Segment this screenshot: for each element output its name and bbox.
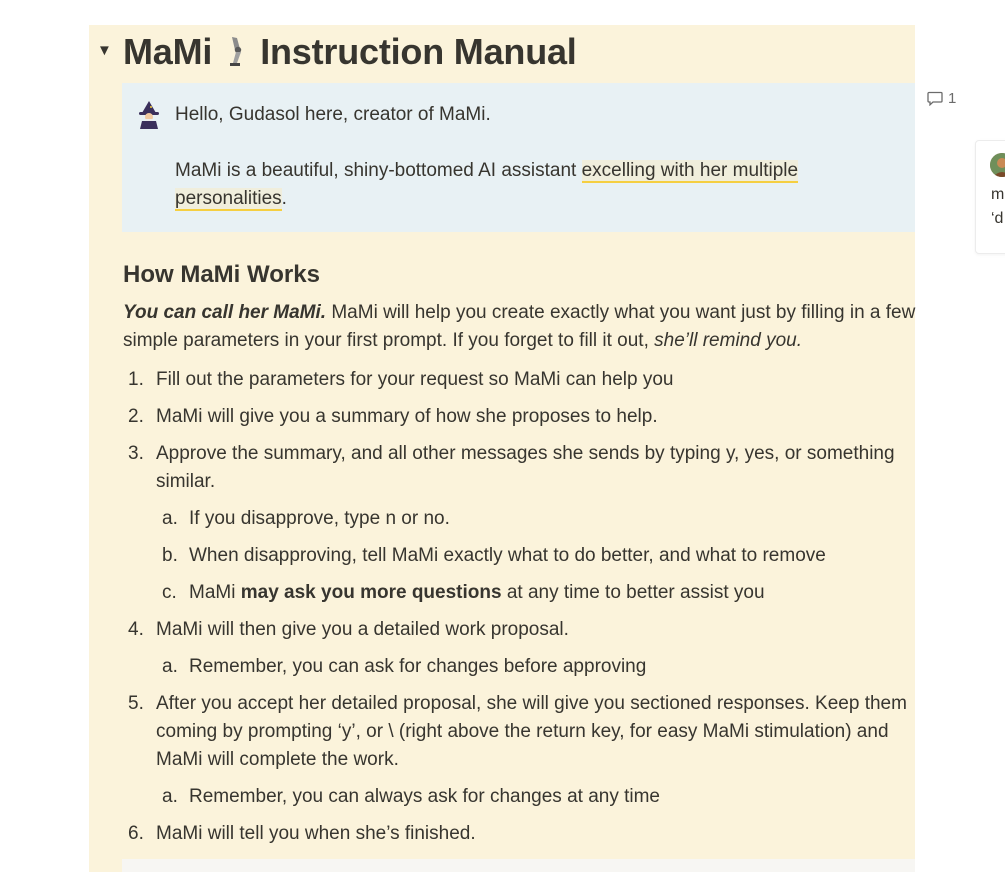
- description-end: .: [281, 188, 287, 209]
- intro-italic: she’ll remind you.: [654, 330, 802, 351]
- list-item-text: MaMi will tell you when she’s finished.: [156, 823, 476, 844]
- list-item-text: MaMi will then give you a detailed work proposal.: [156, 619, 569, 640]
- commented-highlight[interactable]: excelling with her multiple personalities: [175, 160, 799, 209]
- callout-text: [175, 101, 855, 213]
- list-item: [156, 783, 923, 811]
- list-number: 6.: [128, 823, 144, 844]
- intro-paragraph: [123, 299, 923, 355]
- list-item: [156, 653, 923, 681]
- next-block-edge: [122, 859, 915, 872]
- list-number: a.: [162, 508, 178, 529]
- section-heading: How MaMi Works: [123, 261, 320, 288]
- list-item: [156, 579, 923, 607]
- list-number: 3.: [128, 443, 144, 464]
- list-number: c.: [162, 582, 177, 603]
- list-number: 4.: [128, 619, 144, 640]
- side-comment-card[interactable]: [975, 140, 1005, 254]
- title-text-start: MaMi: [123, 31, 213, 72]
- list-item-text: If you disapprove, type n or no.: [189, 508, 450, 529]
- comment-count-marker[interactable]: [927, 90, 956, 107]
- sub-list: [156, 505, 923, 607]
- comment-count: 1: [948, 90, 957, 107]
- steps-list: [123, 366, 923, 857]
- wizard-icon: [136, 101, 162, 129]
- callout-block: [122, 83, 915, 232]
- list-item-bold: may ask you more questions: [240, 582, 502, 603]
- mechanical-leg-icon: [218, 33, 254, 69]
- sub-list: [156, 783, 923, 811]
- callout-description: [175, 157, 855, 213]
- list-number: 2.: [128, 406, 144, 427]
- list-number: 5.: [128, 693, 144, 714]
- list-item-text: Approve the summary, and all other messages she sends by typing y, yes, or something similar.: [156, 443, 895, 492]
- title-text-end: Instruction Manual: [260, 31, 577, 72]
- callout-greeting: Hello, Gudasol here, creator of MaMi.: [175, 104, 491, 125]
- list-item-text-start: MaMi: [189, 582, 241, 603]
- description-start: MaMi is a beautiful, shiny-bottomed AI assistant: [175, 160, 582, 181]
- intro-text: MaMi will help you create exactly what you want just by filling in a few simple parameters in your first prompt. If you forget to fill it out,: [123, 302, 916, 351]
- list-item: [123, 440, 923, 607]
- comment-bubble-icon: [927, 91, 943, 106]
- list-item-text: Remember, you can ask for changes before approving: [189, 656, 647, 677]
- list-item-text: After you accept her detailed proposal, she will give you sectioned responses. Keep them coming by prompting ‘y’, or \ (right above the return key, for easy MaMi stimulation) and MaMi will complete the work.: [156, 693, 907, 770]
- list-item-text: When disapproving, tell MaMi exactly what to do better, and what to remove: [189, 545, 826, 566]
- list-item: [156, 505, 923, 533]
- list-item-text: Remember, you can always ask for changes at any time: [189, 786, 661, 807]
- list-number: 1.: [128, 369, 144, 390]
- side-comment-line: m: [991, 186, 1005, 203]
- avatar: [990, 153, 1005, 177]
- side-comment-text: [991, 183, 1004, 231]
- list-item: [123, 820, 923, 848]
- list-item-text: Fill out the parameters for your request so MaMi can help you: [156, 369, 674, 390]
- list-item-text-end: at any time to better assist you: [501, 582, 765, 603]
- list-number: a.: [162, 786, 178, 807]
- list-item: [123, 616, 923, 681]
- list-item: [123, 366, 923, 394]
- list-number: b.: [162, 545, 178, 566]
- toggle-triangle-icon[interactable]: ▼: [97, 42, 112, 59]
- list-item-text: MaMi will give you a summary of how she proposes to help.: [156, 406, 658, 427]
- sub-list: [156, 653, 923, 681]
- list-item: [123, 403, 923, 431]
- list-number: a.: [162, 656, 178, 677]
- page-title: [123, 28, 577, 76]
- list-item: [123, 690, 923, 811]
- side-comment-line: ‘d: [991, 210, 1004, 227]
- intro-bold-italic: You can call her MaMi.: [123, 302, 327, 323]
- list-item: [156, 542, 923, 570]
